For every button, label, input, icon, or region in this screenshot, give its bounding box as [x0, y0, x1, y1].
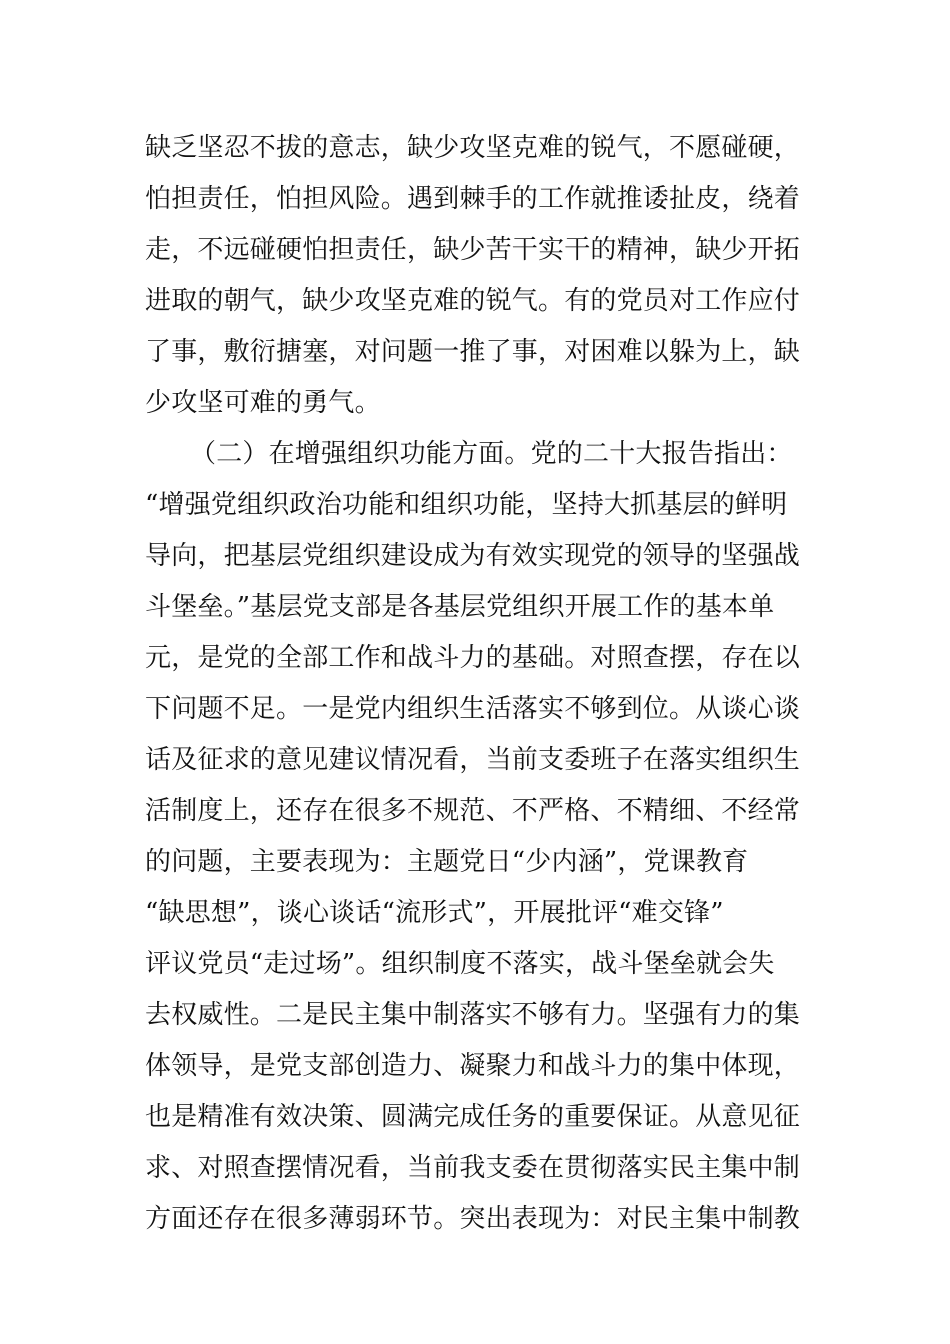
text-line: 去权威性。二是民主集中制落实不够有力。坚强有力的集: [145, 1000, 801, 1030]
text-line: 斗堡垒。”基层党支部是各基层党组织开展工作的基本单: [145, 592, 775, 622]
text-line: “缺思想”，谈心谈话“流形式”，开展批评“难交锋”: [145, 898, 724, 928]
text-line: 活制度上，还存在很多不规范、不严格、不精细、不经常: [145, 796, 801, 826]
text-line: 求、对照查摆情况看，当前我支委在贯彻落实民主集中制: [145, 1153, 801, 1183]
text-line: 怕担责任，怕担风险。遇到棘手的工作就推诿扯皮，绕着: [145, 184, 801, 214]
text-line: 体领导，是党支部创造力、凝聚力和战斗力的集中体现，: [145, 1051, 801, 1081]
text-line: 走，不远碰硬怕担责任，缺少苦干实干的精神，缺少开拓: [145, 235, 801, 265]
text-line: 进取的朝气，缺少攻坚克难的锐气。有的党员对工作应付: [145, 286, 801, 316]
text-line: 了事，敷衍搪塞，对问题一推了事，对困难以躲为上，缺: [145, 337, 801, 367]
text-line: 少攻坚可难的勇气。: [145, 388, 381, 418]
text-line: 下问题不足。一是党内组织生活落实不够到位。从谈心谈: [145, 694, 801, 724]
text-line: 方面还存在很多薄弱环节。突出表现为：对民主集中制教: [145, 1204, 801, 1234]
text-line: 元，是党的全部工作和战斗力的基础。对照查摆，存在以: [145, 643, 801, 673]
text-line: 评议党员“走过场”。组织制度不落实，战斗堡垒就会失: [145, 949, 775, 979]
text-line: 也是精准有效决策、圆满完成任务的重要保证。从意见征: [145, 1102, 801, 1132]
text-line: 话及征求的意见建议情况看，当前支委班子在落实组织生: [145, 745, 801, 775]
text-line: 缺乏坚忍不拔的意志，缺少攻坚克难的锐气，不愿碰硬，: [145, 133, 801, 163]
text-line: 的问题，主要表现为：主题党日“少内涵”，党课教育: [145, 847, 749, 877]
text-line: “增强党组织政治功能和组织功能，坚持大抓基层的鲜明: [145, 490, 788, 520]
paragraph-first-line: （二）在增强组织功能方面。党的二十大报告指出：: [190, 439, 793, 469]
text-line: 导向，把基层党组织建设成为有效实现党的领导的坚强战: [145, 541, 801, 571]
